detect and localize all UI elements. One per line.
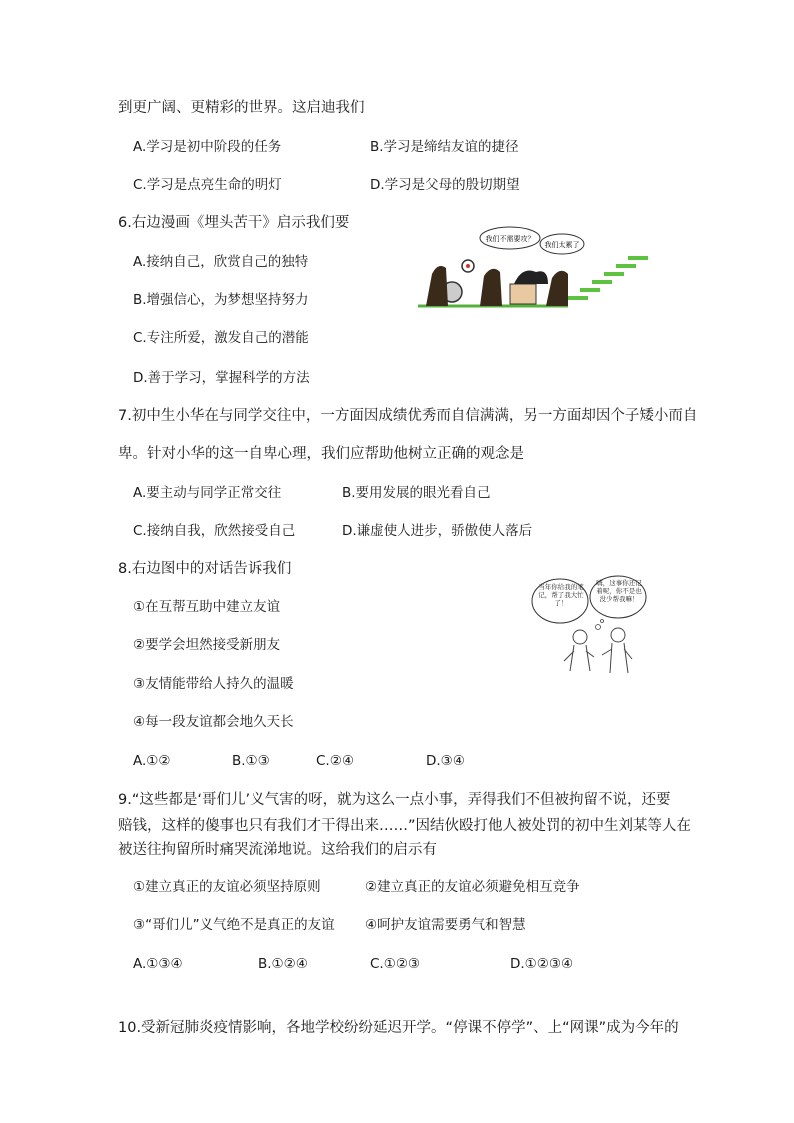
q10-stem: 10.受新冠肺炎疫情影响，各地学校纷纷延迟开学。“停课不停学”、上“网课”成为今年的	[118, 1020, 679, 1036]
q9-option-b: B.①②④	[258, 956, 308, 972]
q7-option-d: D.谦虚使人进步，骄傲使人落后	[342, 523, 533, 539]
q7-stem-2: 卑。针对小华的这一自卑心理，我们应帮助他树立正确的观念是	[118, 446, 524, 462]
q8-stem: 8.右边图中的对话告诉我们	[118, 561, 292, 577]
q9-option-d: D.①②③④	[510, 956, 574, 972]
q6-stem: 6.右边漫画《埋头苦干》启示我们要	[118, 215, 350, 231]
q6-option-b: B.增强信心，为梦想坚持努力	[133, 292, 309, 308]
q8-option-a: A.①②	[133, 753, 171, 769]
cartoon-friends-dialogue	[530, 575, 648, 683]
q8-statement-1: ①在互帮互助中建立友谊	[133, 599, 281, 615]
q8-statement-4: ④每一段友谊都会地久天长	[133, 714, 294, 730]
cartoon2-bubble-left: 当年你给我的笔记，帮了我大忙了！	[538, 583, 584, 607]
q8-option-c: C.②④	[316, 753, 354, 769]
q7-stem-1: 7.初中生小华在与同学交往中，一方面因成绩优秀而自信满满，另一方面却因个子矮小而自	[118, 408, 698, 424]
q5-option-a: A.学习是初中阶段的任务	[133, 139, 282, 155]
q5-stem-end: 到更广阔、更精彩的世界。这启迪我们	[118, 100, 365, 116]
q9-stem-3: 被送往拘留所时痛哭流涕地说。这给我们的启示有	[118, 842, 437, 858]
q5-option-d: D.学习是父母的殷切期望	[370, 177, 520, 193]
q7-option-c: C.接纳自我，欣然接受自己	[133, 523, 296, 539]
cartoon1-bubble-right: 我们太累了	[544, 241, 580, 249]
q5-option-b: B.学习是缔结友谊的捷径	[370, 139, 519, 155]
q6-option-a: A.接纳自己，欣赏自己的独特	[133, 254, 309, 270]
cartoon-hard-work	[418, 222, 650, 314]
q6-option-c: C.专注所爱，激发自己的潜能	[133, 330, 309, 346]
q7-option-a: A.要主动与同学正常交往	[133, 485, 282, 501]
q9-statement-1: ①建立真正的友谊必须坚持原则	[133, 879, 321, 895]
cartoon1-bubble-left: 我们不需要攻？	[485, 235, 535, 243]
q9-option-a: A.①③④	[133, 956, 183, 972]
q7-option-b: B.要用发展的眼光看自己	[342, 485, 491, 501]
q8-option-b: B.①③	[232, 753, 270, 769]
q9-stem-2: 赔钱，这样的傻事也只有我们才干得出来……”因结伙殴打他人被处罚的初中生刘某等人在	[118, 818, 692, 834]
q9-statement-4: ④呵护友谊需要勇气和智慧	[365, 917, 526, 933]
q9-statement-2: ②建立真正的友谊必须避免相互竞争	[365, 879, 580, 895]
q8-statement-3: ③友情能带给人持久的温暖	[133, 676, 294, 692]
q6-option-d: D.善于学习，掌握科学的方法	[133, 370, 310, 386]
q8-option-d: D.③④	[426, 753, 465, 769]
cartoon2-bubble-right: 嗨，这事你还记着呢，你不是也没少帮我嘛！	[596, 579, 642, 603]
q9-option-c: C.①②③	[370, 956, 421, 972]
q8-statement-2: ②要学会坦然接受新朋友	[133, 637, 281, 653]
q9-statement-3: ③“哥们儿”义气绝不是真正的友谊	[133, 917, 335, 933]
q9-stem-1: 9.“这些都是‘哥们儿’义气害的呀，就为这么一点小事，弄得我们不但被拘留不说，还要	[118, 792, 671, 808]
q5-option-c: C.学习是点亮生命的明灯	[133, 177, 282, 193]
